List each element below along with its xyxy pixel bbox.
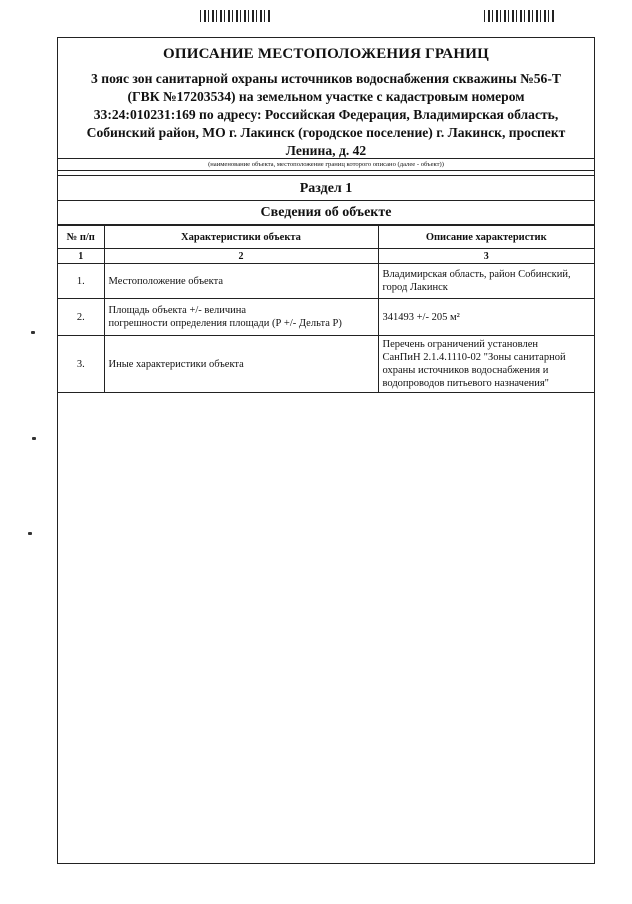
scan-mark <box>31 331 35 334</box>
row-characteristic <box>104 299 378 336</box>
row-number: 2. <box>58 299 104 336</box>
header-description: Описание характеристик <box>378 226 594 249</box>
row-number: 3. <box>58 336 104 393</box>
object-info-table <box>58 225 594 393</box>
index-cell: 2 <box>104 249 378 264</box>
subtitle-line: Ленина, д. 42 <box>285 143 367 158</box>
cell-line: водопроводов питьевого назначения" <box>382 378 549 389</box>
subtitle-caption: (наименование объекта, местоположение границ которого описано (далее - объект)) <box>58 158 594 171</box>
row-characteristic <box>104 264 378 299</box>
row-number: 1. <box>58 264 104 299</box>
barcode-mark-left <box>200 10 270 22</box>
table-row <box>58 299 594 336</box>
row-description <box>378 336 594 393</box>
table-row <box>58 264 594 299</box>
header-num: № п/п <box>58 226 104 249</box>
header-characteristic: Характеристики объекта <box>104 226 378 249</box>
cell-line: охраны источников водоснабжения и <box>382 365 549 376</box>
cell-line: погрешности определения площади (Р +/- Дельта Р) <box>108 318 342 329</box>
section-subtitle: Сведения об объекте <box>58 201 594 225</box>
document-frame <box>57 37 595 864</box>
subtitle-line: Собинский район, МО г. Лакинск (городское поселение) г. Лакинск, проспект <box>86 125 566 140</box>
cell-line: Перечень ограничений установлен <box>382 339 538 350</box>
subtitle-line: (ГВК №17203534) на земельном участке с кадастровым номером <box>127 89 525 104</box>
cell-line: СанПиН 2.1.4.1110-02 "Зоны санитарной <box>382 352 566 363</box>
index-cell: 1 <box>58 249 104 264</box>
cell-line: Владимирская область, район Собинский, <box>382 269 571 280</box>
cell-line: Местоположение объекта <box>108 275 224 287</box>
cell-line: Иные характеристики объекта <box>108 358 244 370</box>
barcode-mark-right <box>484 10 554 22</box>
table-row <box>58 336 594 393</box>
table-index-row <box>58 249 594 264</box>
document-subtitle <box>68 70 584 160</box>
document-title: ОПИСАНИЕ МЕСТОПОЛОЖЕНИЯ ГРАНИЦ <box>163 46 489 62</box>
row-description <box>378 264 594 299</box>
cell-line: Площадь объекта +/- величина <box>108 305 247 316</box>
subtitle-line: 33:24:010231:169 по адресу: Российская Федерация, Владимирская область, <box>93 107 559 122</box>
subtitle-line: 3 пояс зон санитарной охраны источников водоснабжения скважины №56-Т <box>91 71 561 86</box>
section-title: Раздел 1 <box>58 175 594 201</box>
table-header-row <box>58 226 594 249</box>
cell-line: 341493 +/- 205 м² <box>382 311 460 323</box>
cell-line: город Лакинск <box>382 282 448 293</box>
scan-mark <box>28 532 32 535</box>
scan-mark <box>32 437 36 440</box>
row-description <box>378 299 594 336</box>
row-characteristic <box>104 336 378 393</box>
index-cell: 3 <box>378 249 594 264</box>
